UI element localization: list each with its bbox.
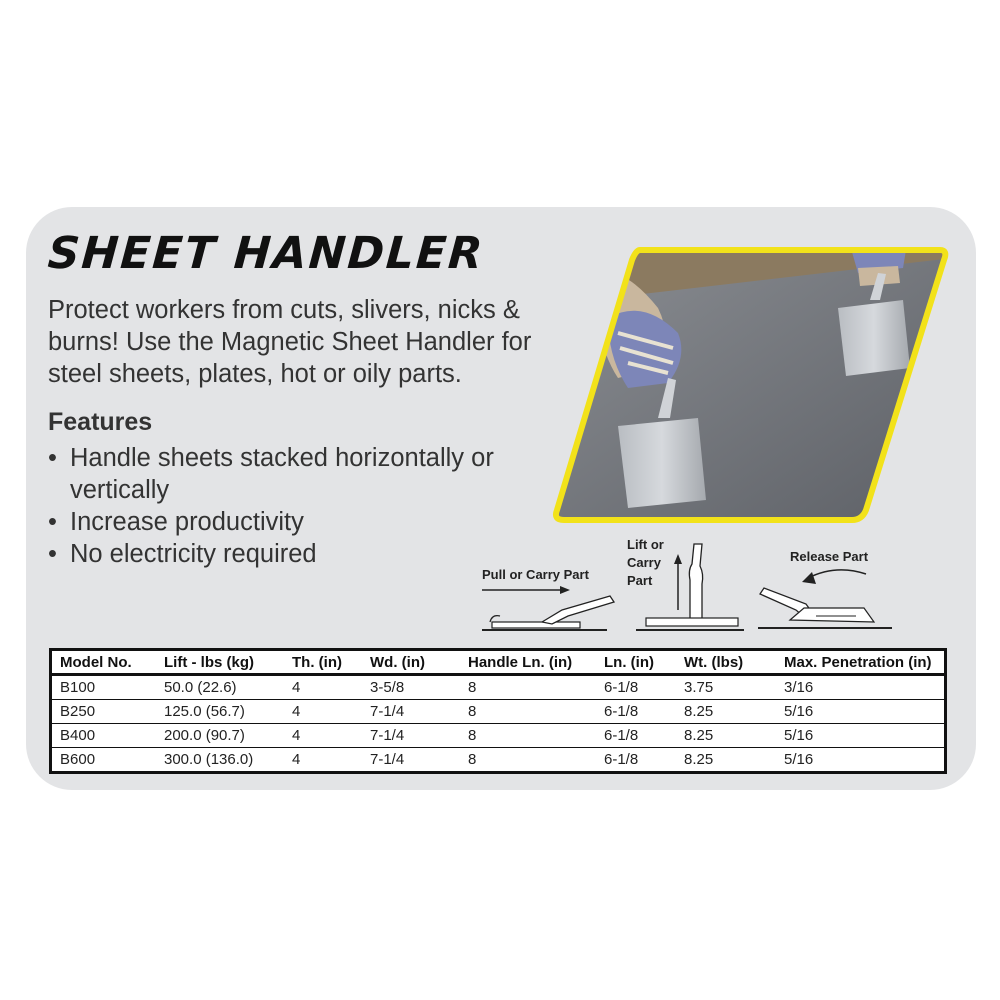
cell-handle-length: 8 <box>460 700 596 724</box>
header-weight: Wt. (lbs) <box>676 650 776 675</box>
lift-carry-label-line2: Carry <box>627 555 661 570</box>
cell-width: 3-5/8 <box>362 675 460 700</box>
cell-thickness: 4 <box>284 724 362 748</box>
pull-carry-diagram <box>482 582 622 634</box>
cell-width: 7-1/4 <box>362 724 460 748</box>
cell-length: 6-1/8 <box>604 751 639 768</box>
table-row <box>51 700 946 724</box>
features-heading: Features <box>48 408 153 436</box>
cell-thickness: 4 <box>292 751 301 768</box>
cell-model: B100 <box>51 675 157 700</box>
header-length: Ln. (in) <box>596 650 676 675</box>
cell-handle-length: 8 <box>460 675 596 700</box>
header-model: Model No. <box>51 650 157 675</box>
cell-weight: 8.25 <box>676 724 776 748</box>
cell-weight: 8.25 <box>676 700 776 724</box>
intro-text: Protect workers from cuts, slivers, nicks & burns! Use the Magnetic Sheet Handler for steel sheets, plates, hot or oily parts. <box>48 296 532 388</box>
cell-length: 6-1/8 <box>596 675 676 700</box>
product-photo <box>548 238 953 524</box>
cell-length: 6-1/8 <box>596 724 676 748</box>
pull-carry-label: Pull or Carry Part <box>482 567 589 582</box>
table-row <box>51 724 946 748</box>
cell-handle-length: 8 <box>468 751 477 768</box>
table-header-row <box>51 650 946 675</box>
release-part-diagram <box>756 560 896 635</box>
table-row <box>51 675 946 700</box>
header-handle-length: Handle Ln. (in) <box>460 650 596 675</box>
page-title: SHEET HANDLER <box>46 228 486 279</box>
spec-table <box>49 648 947 774</box>
cell-max-penetration: 5/16 <box>776 700 946 724</box>
cell-max-penetration: 5/16 <box>784 751 814 768</box>
cell-width: 7-1/4 <box>362 700 460 724</box>
cell-max-penetration: 3/16 <box>776 675 946 700</box>
release-part-label: Release Part <box>790 549 869 564</box>
cell-lift: 200.0 (90.7) <box>156 724 284 748</box>
cell-lift: 125.0 (56.7) <box>156 700 284 724</box>
cell-model: B600 <box>60 751 96 768</box>
header-thickness: Th. (in) <box>284 650 362 675</box>
feature-item: • No electricity required <box>48 538 548 570</box>
cell-handle-length: 8 <box>460 724 596 748</box>
features-list <box>48 442 548 570</box>
cell-max-penetration: 5/16 <box>776 724 946 748</box>
lift-carry-label-line1: Lift or <box>627 537 664 552</box>
cell-length: 6-1/8 <box>596 700 676 724</box>
cell-model: B250 <box>51 700 157 724</box>
cell-width: 7-1/4 <box>370 751 405 768</box>
header-lift: Lift - lbs (kg) <box>156 650 284 675</box>
cell-weight: 8.25 <box>684 751 714 768</box>
cell-thickness: 4 <box>284 700 362 724</box>
lift-carry-diagram <box>632 540 747 635</box>
header-max-penetration: Max. Penetration (in) <box>776 650 946 675</box>
feature-item: • Increase productivity <box>48 506 548 538</box>
lift-carry-label-line3: Part <box>627 573 653 588</box>
header-width: Wd. (in) <box>362 650 460 675</box>
cell-model: B400 <box>51 724 157 748</box>
feature-item: • Handle sheets stacked horizontally or vertically <box>48 442 548 506</box>
cell-lift: 300.0 (136.0) <box>164 751 254 768</box>
table-row <box>51 748 946 773</box>
cell-lift: 50.0 (22.6) <box>156 675 284 700</box>
cell-weight: 3.75 <box>676 675 776 700</box>
cell-thickness: 4 <box>284 675 362 700</box>
